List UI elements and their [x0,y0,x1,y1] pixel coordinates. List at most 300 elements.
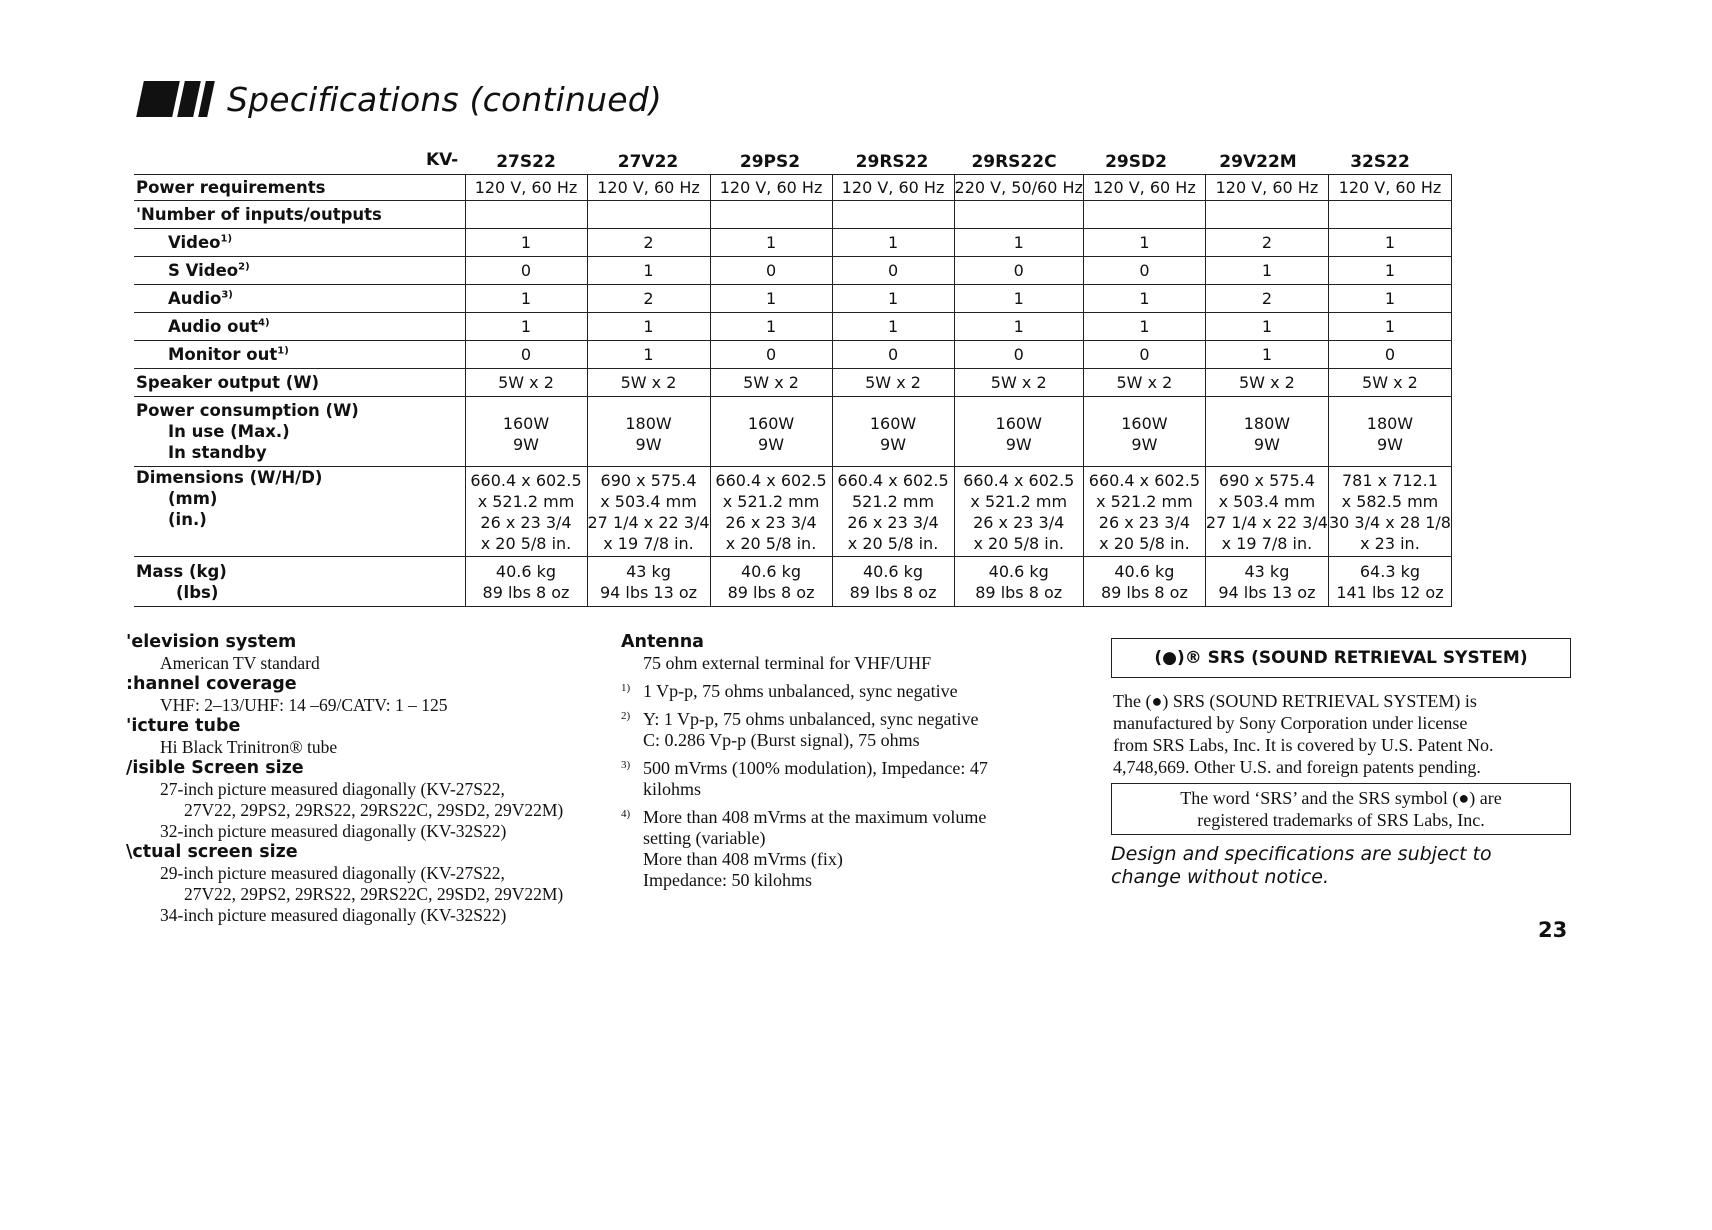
cell-value: 660.4 x 602.5 [470,470,582,490]
cell-value: 1 [643,317,654,336]
cell-value: 5W x 2 [1362,373,1418,392]
visible-screen-heading: /isible Screen size [126,758,304,778]
spec-cell [1328,257,1451,285]
cell-value: 0 [887,345,899,364]
spec-cell [1083,557,1205,607]
spec-cell [1083,341,1205,369]
cell-value: 120 V, 60 Hz [719,178,823,197]
cell-value: 521.2 mm [852,491,935,511]
spec-cell [1328,557,1451,607]
tv-system-text: American TV standard [160,653,320,673]
cell-value: 9W [1131,435,1158,454]
cell-value: 26 x 23 3/4 [480,512,572,532]
trademark-box [1111,783,1571,835]
spec-cell [587,313,710,341]
footnote-line: setting (variable) [643,828,766,848]
spec-cell [1205,257,1328,285]
spec-cell [954,175,1083,201]
spec-cell [954,285,1083,313]
spec-cell [1083,229,1205,257]
srs-line: The (●) SRS (SOUND RETRIEVAL SYSTEM) is [1113,691,1477,711]
row-label-text [136,233,232,252]
spec-cell [1083,369,1205,397]
cell-value: 89 lbs 8 oz [482,582,570,602]
cell-value: 1 [1013,289,1024,308]
footnote-line: Impedance: 50 kilohms [643,870,812,890]
row-speaker-output [134,369,1451,397]
spec-cell [1205,229,1328,257]
spec-cell [710,313,832,341]
model-prefix: KV- [426,150,459,170]
cell-value: 120 V, 60 Hz [1338,178,1442,197]
row-label-text: Video [168,233,221,252]
cell-value: 40.6 kg [740,561,802,581]
spec-cell [1205,369,1328,397]
spec-cell [954,397,1083,467]
footnote-number: 2) [621,710,631,722]
model-name: 29RS22 [855,152,929,172]
row-label-text: In standby [168,443,267,462]
notice-line: Design and specifications are subject to [1111,843,1492,865]
row-label-text: Monitor out [168,345,278,364]
spec-cell [832,341,954,369]
picture-tube-text: Hi Black Trinitron® tube [160,737,338,757]
cell-value: 160W [747,414,795,433]
row-label [134,285,465,313]
footnote-line: More than 408 mVrms at the maximum volume [643,807,987,827]
cell-value: 1 [520,289,532,308]
cell-value: 1 [1384,261,1396,280]
row-inputs-outputs [134,201,1451,229]
spec-cell [710,397,832,467]
row-label-text: (in.) [168,510,207,529]
cell-value: 1 [1261,317,1273,336]
cell-value: 26 x 23 3/4 [847,512,939,532]
channel-coverage-heading: :hannel coverage [126,674,297,694]
spec-cell [954,557,1083,607]
spec-cell [832,397,954,467]
cell-value: 1 [1013,317,1024,336]
cell-value: 30 3/4 x 28 1/8 [1328,512,1451,532]
cell-value: 120 V, 60 Hz [474,178,578,197]
cell-value: 2 [1261,233,1273,252]
cell-value: 5W x 2 [743,373,799,392]
cell-value: 0 [1013,345,1024,364]
footnote-ref: 1) [277,345,289,357]
row-label-text: Mass (kg) [136,561,227,581]
footnote-line: 1 Vp-p, 75 ohms unbalanced, sync negative [643,681,958,701]
spec-cell [1083,257,1205,285]
spec-cell [1328,175,1451,201]
cell-value: 1 [1384,233,1396,252]
model-name: 29RS22C [971,152,1057,172]
row-audio-out [134,313,1451,341]
cell-value: 1 [887,233,899,252]
spec-cell [1328,341,1451,369]
model-header-row [134,148,1444,174]
cell-value: 690 x 575.4 [1218,470,1315,490]
row-power-consumption [134,397,1451,467]
spec-cell [465,285,587,313]
specifications-table-area [134,148,1452,607]
row-label [134,175,465,201]
footnote-number: 3) [621,759,631,771]
cell-value: 0 [520,261,532,280]
cell-value: 1 [765,289,777,308]
cell-value: 2 [1261,289,1273,308]
cell-value: 5W x 2 [498,373,554,392]
spec-cell [1205,285,1328,313]
cell-value: 1 [1384,289,1396,308]
row-label-text: Power consumption (W) [136,401,359,420]
cell-value: 5W x 2 [620,373,677,392]
cell-value: x 20 5/8 in. [847,533,939,553]
spec-cell [954,229,1083,257]
cell-value: x 521.2 mm [477,491,575,511]
visible-screen-line: 32-inch picture measured diagonally (KV-32S22) [160,821,507,841]
trademark-line: The word ‘SRS’ and the SRS symbol (●) are [1180,788,1502,808]
row-power-requirements [134,175,1451,201]
cell-value: 660.4 x 602.5 [837,470,949,490]
cell-value: 26 x 23 3/4 [973,512,1065,532]
antenna-text: 75 ohm external terminal for VHF/UHF [643,653,932,673]
row-audio [134,285,1451,313]
cell-value: x 503.4 mm [600,491,697,511]
cell-value: 160W [869,414,917,433]
spec-cell [954,341,1083,369]
cell-value: 89 lbs 8 oz [849,582,937,602]
cell-value: 26 x 23 3/4 [1098,512,1190,532]
spec-cell [1205,341,1328,369]
cell-value: 1 [1261,345,1273,364]
cell-value: 160W [502,414,550,433]
footnote-ref: 3) [221,289,233,301]
spec-cell [1205,467,1328,557]
actual-screen-heading: \ctual screen size [126,842,298,862]
cell-value: 141 lbs 12 oz [1336,582,1444,602]
spec-cell [1205,201,1328,229]
spec-cell [1083,201,1205,229]
row-label-text [136,345,289,364]
cell-value: 781 x 712.1 [1341,470,1438,490]
cell-value: 1 [765,317,777,336]
srs-line: manufactured by Sony Corporation under license [1113,713,1468,733]
srs-title: (●)® SRS (SOUND RETRIEVAL SYSTEM) [1154,648,1528,668]
spec-cell [1205,557,1328,607]
cell-value: 660.4 x 602.5 [963,470,1075,490]
footnotes [621,681,1081,891]
actual-screen-line: 27V22, 29PS2, 29RS22, 29RS22C, 29SD2, 29V22M) [184,884,564,904]
row-label [134,557,465,607]
row-label [134,229,465,257]
visible-screen-line: 27V22, 29PS2, 29RS22, 29RS22C, 29SD2, 29V22M) [184,800,564,820]
cell-value: x 521.2 mm [970,491,1068,511]
specifications-table [134,174,1452,607]
cell-value: x 19 7/8 in. [1221,533,1313,553]
row-label-text: (lbs) [176,582,219,602]
footnote-line: Y: 1 Vp-p, 75 ohms unbalanced, sync negative [643,709,979,729]
spec-cell [1328,285,1451,313]
spec-cell [710,201,832,229]
cell-value: 9W [1005,435,1032,454]
spec-cell [587,229,710,257]
cell-value: 690 x 575.4 [600,470,697,490]
model-name: 32S22 [1350,152,1410,172]
footnote-number: 4) [621,808,631,820]
model-name: 29SD2 [1105,152,1167,172]
srs-description [1111,690,1571,778]
row-label [134,257,465,285]
spec-cell [832,313,954,341]
cell-value: 1 [643,261,654,280]
cell-value: 1 [643,345,654,364]
cell-value: 0 [765,261,777,280]
spec-cell [465,257,587,285]
tv-system-heading: 'elevision system [126,632,297,652]
cell-value: 27 1/4 x 22 3/4 [587,512,710,532]
row-label-text [136,317,270,336]
spec-cell [832,229,954,257]
cell-value: 89 lbs 8 oz [975,582,1063,602]
footnote [621,709,1081,751]
cell-value: x 582.5 mm [1341,491,1439,511]
cell-value: 64.3 kg [1359,561,1421,581]
cell-value: 43 kg [626,561,671,581]
row-label [134,313,465,341]
spec-cell [587,397,710,467]
cell-value: x 503.4 mm [1218,491,1316,511]
row-label-text: Audio [168,289,222,308]
row-label [134,201,465,229]
tv-system-column [126,632,596,926]
spec-cell [1205,175,1328,201]
model-name: 29PS2 [739,152,801,172]
cell-value: 0 [1384,345,1396,364]
cell-value: x 20 5/8 in. [480,533,572,553]
spec-cell [954,369,1083,397]
cell-value: 1 [520,233,532,252]
footnote-ref: 2) [238,261,250,273]
footnote-ref: 4) [258,317,270,329]
footnote [621,758,1081,800]
spec-cell [465,229,587,257]
spec-cell [1328,313,1451,341]
antenna-footnotes-column [621,632,1081,891]
spec-cell [832,467,954,557]
footnote-line: More than 408 mVrms (fix) [643,849,843,869]
cell-value: x 521.2 mm [722,491,820,511]
row-label [134,369,465,397]
spec-cell [1083,467,1205,557]
cell-value: 27 1/4 x 22 3/4 [1205,512,1328,532]
spec-cell [1328,467,1451,557]
cell-value: 120 V, 60 Hz [841,178,945,197]
cell-value: 1 [765,233,777,252]
spec-cell [1205,313,1328,341]
cell-value: 1 [1013,233,1024,252]
spec-cell [954,201,1083,229]
cell-value: 660.4 x 602.5 [715,470,827,490]
footnote-ref: 1) [220,233,233,245]
channel-coverage-text: VHF: 2–13/UHF: 14 –69/CATV: 1 – 125 [160,695,448,715]
cell-value: 26 x 23 3/4 [725,512,817,532]
cell-value: 1 [520,317,532,336]
spec-cell [710,557,832,607]
cell-value: 120 V, 60 Hz [1215,178,1319,197]
cell-value: 180W [1366,414,1414,433]
spec-cell [465,341,587,369]
spec-cell [587,201,710,229]
spec-cell [1083,397,1205,467]
cell-value: 9W [513,435,539,454]
visible-screen-line: 27-inch picture measured diagonally (KV-27S22, [160,779,505,799]
spec-cell [465,369,587,397]
footnote-line: 500 mVrms (100% modulation), Impedance: 47 [643,758,988,778]
spec-cell [465,467,587,557]
spec-cell [587,285,710,313]
cell-value: 9W [635,435,662,454]
notice-line: change without notice. [1111,866,1329,888]
change-notice [1111,843,1571,889]
cell-value: 220 V, 50/60 Hz [954,178,1083,197]
spec-cell [587,369,710,397]
row-label-text: 'Number of inputs/outputs [136,205,382,224]
page-heading [140,74,662,124]
spec-cell [1083,313,1205,341]
footnote [621,681,1081,702]
row-mass [134,557,1451,607]
spec-cell [832,175,954,201]
actual-screen-line: 29-inch picture measured diagonally (KV-27S22, [160,863,505,883]
antenna-heading: Antenna [621,632,704,652]
spec-cell [710,229,832,257]
row-dimensions [134,467,1451,557]
cell-value: 0 [520,345,532,364]
cell-value: 120 V, 60 Hz [597,178,700,197]
spec-cell [1083,285,1205,313]
spec-cell [1328,201,1451,229]
row-label-text: Audio out [168,317,259,336]
cell-value: 94 lbs 13 oz [1218,582,1316,602]
spec-cell [1328,397,1451,467]
cell-value: 0 [1013,261,1024,280]
row-label-text [136,261,250,280]
spec-cell [954,313,1083,341]
row-label-text: Dimensions (W/H/D) [136,468,323,487]
cell-value: 160W [995,414,1042,433]
cell-value: x 19 7/8 in. [603,533,694,553]
footnote-line: C: 0.286 Vp-p (Burst signal), 75 ohms [643,730,920,750]
cell-value: 1 [1139,289,1150,308]
spec-cell [832,257,954,285]
spec-cell [587,341,710,369]
cell-value: 0 [1139,345,1150,364]
cell-value: 1 [1384,317,1396,336]
row-label-text: In use (Max.) [168,422,290,441]
spec-cell [465,397,587,467]
srs-line: 4,748,669. Other U.S. and foreign patents pending. [1113,757,1481,777]
srs-title-box [1111,638,1571,678]
cell-value: 89 lbs 8 oz [1100,582,1188,602]
cell-value: 40.6 kg [1114,561,1175,581]
section-marker-icon [140,81,211,117]
cell-value: 9W [758,435,785,454]
spec-cell [832,557,954,607]
cell-value: x 23 in. [1360,533,1420,553]
row-monitor-out [134,341,1451,369]
spec-cell [587,257,710,285]
row-label-text: Speaker output (W) [136,373,320,392]
footnote [621,807,1081,891]
cell-value: x 521.2 mm [1096,491,1193,511]
cell-value: 40.6 kg [495,561,557,581]
cell-value: x 20 5/8 in. [1099,533,1190,553]
spec-cell [710,341,832,369]
spec-cell [465,557,587,607]
cell-value: 9W [1376,435,1403,454]
footnote-number: 1) [621,682,631,694]
row-label [134,397,465,467]
model-name: 27S22 [496,152,556,172]
spec-cell [710,257,832,285]
cell-value: 1 [887,317,899,336]
spec-cell [710,285,832,313]
cell-value: 660.4 x 602.5 [1088,470,1201,490]
footnote-line: kilohms [643,779,702,799]
row-label-text: (mm) [168,489,218,508]
picture-tube-heading: 'icture tube [126,716,241,736]
page-title: Specifications (continued) [227,79,662,119]
spec-cell [587,557,710,607]
cell-value: 5W x 2 [865,373,921,392]
cell-value: 0 [887,261,899,280]
cell-value: 1 [1261,261,1273,280]
row-label-text: Power requirements [136,178,326,197]
spec-cell [587,175,710,201]
cell-value: 120 V, 60 Hz [1093,178,1196,197]
spec-cell [1205,397,1328,467]
cell-value: 2 [643,233,654,252]
spec-cell [710,369,832,397]
row-video [134,229,1451,257]
cell-value: x 20 5/8 in. [973,533,1064,553]
spec-cell [710,175,832,201]
cell-value: 9W [880,435,907,454]
spec-cell [1328,369,1451,397]
cell-value: 94 lbs 13 oz [599,582,698,602]
model-name: 29V22M [1219,152,1297,172]
srs-column [1111,638,1571,889]
spec-cell [832,285,954,313]
cell-value: 5W x 2 [1239,373,1295,392]
cell-value: 1 [1139,233,1150,252]
row-label [134,467,465,557]
spec-cell [832,201,954,229]
spec-cell [954,257,1083,285]
cell-value: 180W [1243,414,1291,433]
cell-value: 5W x 2 [1116,373,1173,392]
model-name: 27V22 [617,152,679,172]
cell-value: 2 [643,289,654,308]
spec-cell [710,467,832,557]
row-s-video [134,257,1451,285]
spec-cell [465,201,587,229]
cell-value: 1 [887,289,899,308]
spec-cell [465,175,587,201]
cell-value: 160W [1121,414,1168,433]
spec-cell [465,313,587,341]
cell-value: 89 lbs 8 oz [727,582,815,602]
